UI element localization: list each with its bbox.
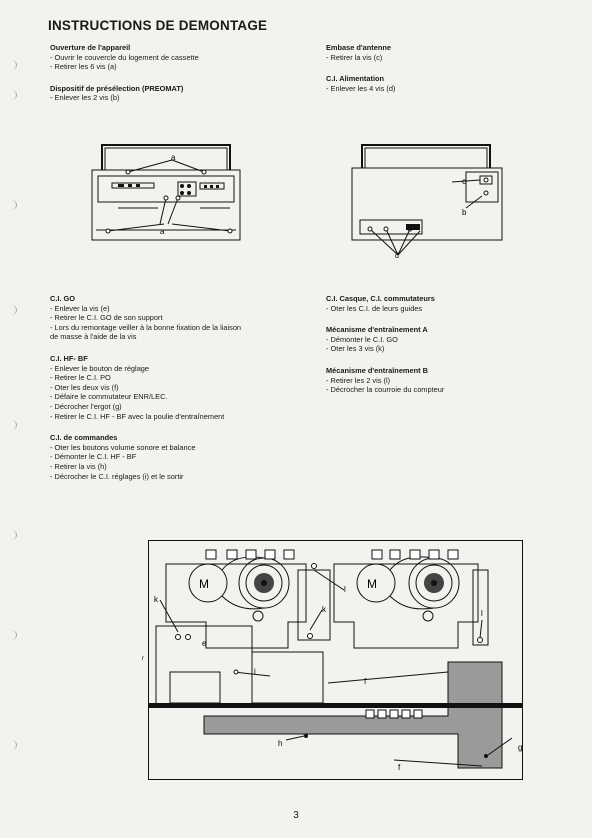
figure-opening <box>88 138 248 253</box>
instruction-line: - Décrocher la courroie du compteur <box>326 385 445 395</box>
instruction-line: - Oter les deux vis (f) <box>50 382 119 392</box>
section-title: Mécanisme d'entraînement A <box>326 325 428 335</box>
binder-hole <box>6 530 17 540</box>
instruction-line: - Retirer la vis (c) <box>326 52 383 62</box>
section <box>50 294 320 342</box>
section-title: C.I. Alimentation <box>326 74 385 84</box>
binder-hole <box>6 630 17 640</box>
instruction-line: - Retirer les 2 vis (l) <box>326 375 391 385</box>
instruction-line: - Décrocher le C.I. réglages (i) et le sortir <box>50 471 184 481</box>
instruction-line: - Oter les C.I. de leurs guides <box>326 303 423 313</box>
right-column-bottom <box>326 294 566 407</box>
section-title: C.I. HF- BF <box>50 353 88 363</box>
instruction-line: - Retirer la vis (h) <box>50 461 107 471</box>
section-title: C.I. de commandes <box>50 433 118 443</box>
instruction-line: - Oter les 3 vis (k) <box>326 344 385 354</box>
section-title: Mécanisme d'entraînement B <box>326 365 428 375</box>
instruction-line: - Retirer les 6 vis (a) <box>50 62 117 72</box>
instruction-line: - Enlever la vis (e) <box>50 303 110 313</box>
label-c: c <box>462 177 466 186</box>
section-title: Embase d'antenne <box>326 43 392 52</box>
page-number: 3 <box>293 810 299 821</box>
figure-rear <box>350 138 510 258</box>
binder-hole <box>6 60 17 70</box>
instruction-line: - Lors du remontage veiller à la bonne fixation de la liaison <box>50 322 242 332</box>
label-i: i <box>254 667 256 676</box>
figure-opening-drawing <box>88 138 248 253</box>
page-title: INSTRUCTIONS DE DEMONTAGE <box>48 18 268 33</box>
section <box>326 43 566 62</box>
label-f-top: f <box>364 677 367 686</box>
label-f-bottom: f <box>398 763 401 772</box>
section-title: Dispositif de présélection (PREOMAT) <box>50 83 184 93</box>
instruction-line: de masse à l'aide de la vis <box>50 332 137 342</box>
binder-hole <box>6 200 17 210</box>
right-column-top <box>326 43 566 105</box>
label-left-mark: r <box>142 656 144 662</box>
section <box>326 294 566 313</box>
section <box>326 74 566 93</box>
label-k-left: k <box>154 595 158 604</box>
binder-hole <box>6 90 17 100</box>
label-g: g <box>518 743 523 752</box>
binder-hole <box>6 420 17 430</box>
label-a-bottom: a <box>160 227 165 236</box>
label-b: b <box>462 208 467 217</box>
label-motor-left: M <box>199 577 209 591</box>
section <box>50 43 310 72</box>
instruction-line: - Décrocher l'ergot (g) <box>50 401 122 411</box>
section <box>326 366 566 395</box>
section-title: C.I. GO <box>50 294 76 303</box>
instruction-line: - Défaire le commutateur ENR/LEC. <box>50 392 168 402</box>
instruction-line: - Retirer le C.I. HF - BF avec la poulie d'entraînement <box>50 411 225 421</box>
instruction-line: - Retirer le C.I. PO <box>50 373 111 383</box>
label-e: e <box>202 639 207 648</box>
label-k-right: k <box>322 605 326 614</box>
label-a-top: a <box>171 153 176 162</box>
label-l-right: l <box>481 609 483 618</box>
section <box>50 84 310 103</box>
instruction-line: - Retirer le C.I. GO de son support <box>50 313 163 323</box>
instruction-line: - Démonter le C.I. GO <box>326 334 398 344</box>
section <box>326 325 566 354</box>
instruction-line: - Ouvrir le couvercle du logement de cassette <box>50 52 199 62</box>
instruction-line: - Oter les boutons volume sonore et balance <box>50 442 196 452</box>
section-title: Ouverture de l'appareil <box>50 43 131 52</box>
label-motor-right: M <box>367 577 377 591</box>
section <box>50 354 320 421</box>
left-column-bottom <box>50 294 320 493</box>
label-l-mid: l <box>344 585 346 594</box>
instruction-line: - Enlever les 4 vis (d) <box>326 83 396 93</box>
left-column-top <box>50 43 310 115</box>
instruction-line: - Enlever les 2 vis (b) <box>50 93 120 103</box>
figure-rear-drawing <box>350 138 510 258</box>
label-h: h <box>278 739 283 748</box>
section <box>50 433 320 481</box>
binder-hole <box>6 305 17 315</box>
instruction-line: - Enlever le bouton de réglage <box>50 363 150 373</box>
label-d: d <box>395 253 399 260</box>
figure-mechanism-drawing <box>142 540 523 780</box>
binder-hole <box>6 740 17 750</box>
instruction-line: - Démonter le C.I. HF - BF <box>50 452 137 462</box>
section-title: C.I. Casque, C.I. commutateurs <box>326 294 435 303</box>
figure-mechanism <box>142 540 523 780</box>
